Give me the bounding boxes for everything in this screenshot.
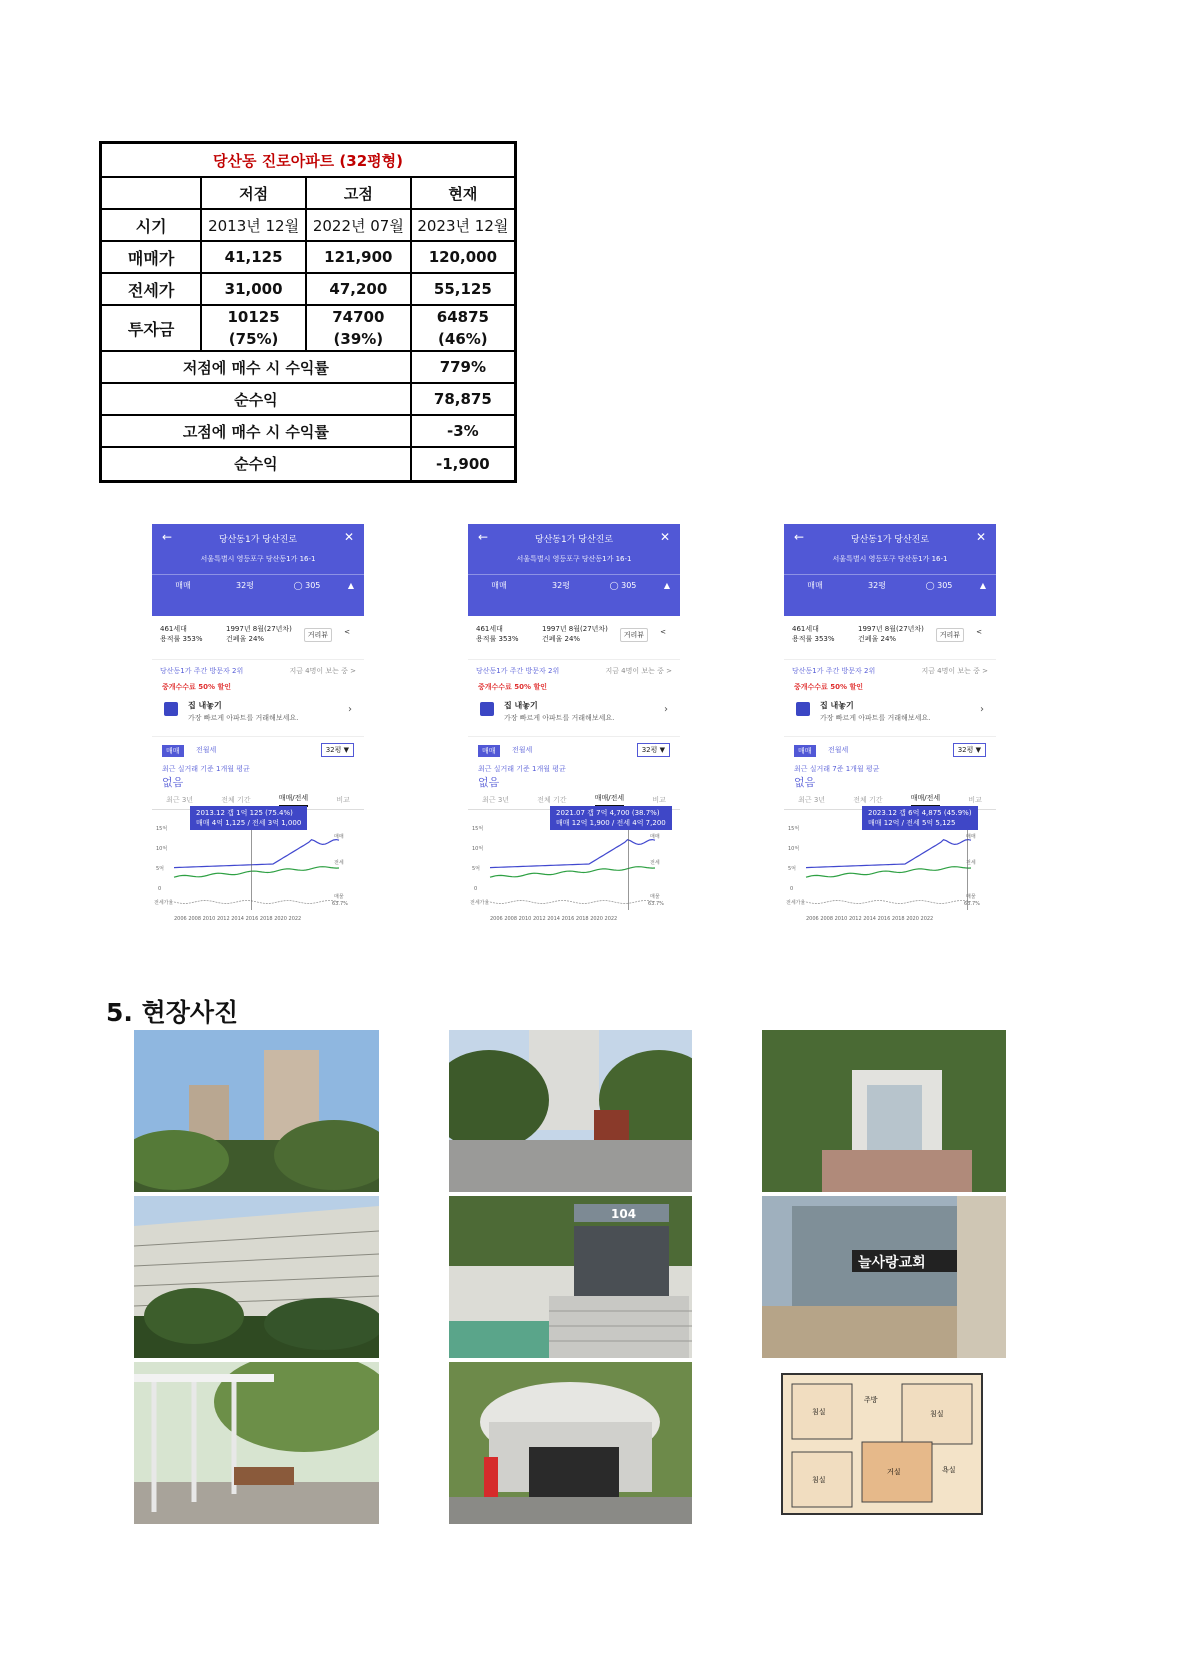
y-tick-15: 15억	[472, 826, 484, 832]
recent-average-value: 없음	[478, 776, 500, 789]
jeonse-price-line	[174, 867, 339, 878]
y-tick-15: 15억	[156, 826, 168, 832]
price-chart-svg	[784, 814, 996, 954]
sale-price-line	[174, 840, 339, 868]
x-axis-years: 2006 2008 2010 2012 2014 2016 2018 2020 2022	[806, 916, 934, 922]
header-current: 현재	[411, 177, 516, 209]
list-house-banner[interactable]	[468, 692, 680, 737]
tooltip-prices: 매매 12억 / 전세 5억 5,125	[868, 819, 956, 827]
summary-table	[99, 141, 517, 483]
building-number-sign: 104	[611, 1207, 637, 1221]
bell-icon[interactable]: ▲	[663, 580, 671, 590]
legend-sale: 매매	[966, 834, 976, 840]
viewers-now-link[interactable]: 지금 4명이 보는 중 >	[605, 667, 672, 675]
complex-name: 당산동1가 당산진로	[534, 535, 614, 545]
tab-compare[interactable]: 비교	[968, 796, 982, 804]
photo-church-building	[762, 1196, 1006, 1358]
phone-screenshot-2	[468, 524, 680, 954]
phone-screenshot-3	[784, 524, 996, 954]
complex-address: 서울특별시 영등포구 당산동1가 16-1	[832, 555, 948, 563]
legend-listing: 매물	[966, 894, 976, 900]
invest-high-ratio: (39%)	[333, 330, 384, 348]
house-icon	[164, 702, 178, 716]
coverage-ratio: 건폐율 24%	[858, 635, 897, 643]
close-icon[interactable]: ✕	[343, 530, 354, 544]
tooltip-gap: 2013.12 갭 1억 125 (75.4%)	[196, 809, 293, 817]
list-house-banner[interactable]	[784, 692, 996, 737]
complex-info	[784, 616, 996, 660]
visitor-rank-text: 당산동1가 주간 방문자 2위	[476, 667, 560, 675]
list-house-subtitle: 가장 빠르게 아파트를 거래해보세요.	[188, 714, 299, 722]
recent-average-label: 최근 실거래 7준 1개월 평균	[794, 765, 880, 773]
size-select[interactable]: 32평	[868, 580, 886, 590]
jeonse-rate-line	[174, 901, 339, 904]
viewers-now-link[interactable]: 지금 4명이 보는 중 >	[921, 667, 988, 675]
rate-value: 63.7%	[332, 901, 348, 907]
floor-area-ratio: 용적률 353%	[476, 635, 519, 643]
room-label-1: 침실	[812, 1408, 826, 1416]
room-label-2: 침실	[930, 1410, 944, 1418]
room-label-5: 주방	[864, 1396, 878, 1404]
complex-address: 서울특별시 영등포구 당산동1가 16-1	[516, 555, 632, 563]
tooltip-gap: 2023.12 갭 6억 4,875 (45.9%)	[868, 809, 972, 817]
invest-current	[411, 305, 516, 351]
visitor-rank	[784, 660, 996, 682]
complex-address: 서울특별시 영등포구 당산동1가 16-1	[200, 555, 316, 563]
rate-label: 전세가율	[154, 900, 174, 906]
photo-apartment-towers	[134, 1030, 379, 1192]
fee-discount-badge: 중개수수료 50% 할인	[162, 683, 231, 691]
tab-recent-3y[interactable]: 최근 3년	[798, 796, 826, 804]
tab-sale-jeonse[interactable]: 매매/전세	[279, 793, 308, 807]
y-tick-5: 5억	[788, 866, 797, 872]
list-house-title: 집 내놓기	[504, 701, 538, 710]
y-tick-0: 0	[158, 886, 162, 892]
deal-type-select[interactable]: 매매	[175, 580, 191, 590]
recent-average-value: 없음	[162, 776, 184, 789]
households: 461세대	[792, 625, 819, 633]
jeonse-low: 31,000	[201, 273, 306, 305]
room-label-3: 침실	[812, 1476, 826, 1484]
y-tick-15: 15억	[788, 826, 800, 832]
street-view-button[interactable]: 거리뷰	[620, 628, 648, 642]
invest-high	[306, 305, 411, 351]
legend-listing: 매물	[334, 894, 344, 900]
house-icon	[480, 702, 494, 716]
back-arrow-icon[interactable]: ←	[478, 530, 489, 544]
empty-corner-cell	[101, 177, 202, 209]
tab-rent[interactable]: 전월세	[828, 746, 849, 754]
jeonse-high: 47,200	[306, 273, 411, 305]
tab-all-period[interactable]: 전체 기간	[537, 796, 567, 804]
high-profit-label: 순수익	[101, 447, 411, 481]
visitor-rank-text: 당산동1가 주간 방문자 2위	[160, 667, 244, 675]
built-year: 1997년 8월(27년차)	[858, 625, 924, 633]
sale-current: 120,000	[411, 241, 516, 273]
share-icon[interactable]: <	[660, 628, 666, 636]
chart-tooltip	[862, 806, 978, 830]
tooltip-prices: 매매 4억 1,125 / 전세 3억 1,000	[196, 819, 302, 827]
invest-low-amount: 10125	[227, 308, 280, 326]
size-dropdown[interactable]: 32평 ▼	[953, 743, 986, 757]
back-arrow-icon[interactable]: ←	[794, 530, 805, 544]
size-dropdown[interactable]: 32평 ▼	[637, 743, 670, 757]
tab-sale[interactable]: 매매	[478, 745, 500, 757]
complex-info	[468, 616, 680, 660]
list-house-title: 집 내놓기	[820, 701, 854, 710]
comment-count: 305	[937, 580, 953, 590]
phone-header	[784, 524, 996, 616]
jeonse-current: 55,125	[411, 273, 516, 305]
church-sign: 늘사랑교회	[858, 1255, 926, 1271]
chart-tooltip	[190, 806, 307, 830]
built-year: 1997년 8월(27년차)	[542, 625, 608, 633]
phone-header	[468, 524, 680, 616]
sale-label: 매매가	[101, 241, 202, 273]
section-title: 5. 현장사진	[106, 998, 239, 1027]
floor-area-ratio: 용적률 353%	[160, 635, 203, 643]
legend-jeonse: 전세	[650, 860, 660, 866]
street-view-button[interactable]: 거리뷰	[936, 628, 964, 642]
photo-complex-entrance-road	[449, 1030, 692, 1192]
period-label: 시기	[101, 209, 202, 241]
header-low: 저점	[201, 177, 306, 209]
tab-rent[interactable]: 전월세	[196, 746, 217, 754]
low-profit-value: 78,875	[411, 383, 516, 415]
legend-sale: 매매	[334, 834, 344, 840]
invest-current-amount: 64875	[436, 308, 489, 326]
y-tick-5: 5억	[472, 866, 481, 872]
jeonse-price-line	[806, 867, 971, 878]
comments-button[interactable]: ◯ 305	[609, 580, 637, 590]
share-icon[interactable]: <	[344, 628, 350, 636]
comment-count: 305	[621, 580, 637, 590]
comments-button[interactable]: ◯ 305	[293, 580, 321, 590]
sale-high: 121,900	[306, 241, 411, 273]
deal-tabs	[468, 737, 680, 763]
photo-floor-plan	[762, 1362, 1006, 1524]
tooltip-gap: 2021.07 갭 7억 4,700 (38.7%)	[556, 809, 660, 817]
tab-all-period[interactable]: 전체 기간	[221, 796, 251, 804]
tab-compare[interactable]: 비교	[652, 796, 666, 804]
rate-label: 전세가율	[470, 900, 490, 906]
price-chart[interactable]	[468, 809, 680, 954]
share-icon[interactable]: <	[976, 628, 982, 636]
jeonse-rate-line	[490, 901, 655, 904]
sale-price-line	[490, 840, 655, 868]
period-high: 2022년 07월	[306, 209, 411, 241]
tab-all-period[interactable]: 전체 기간	[853, 796, 883, 804]
price-chart-svg	[468, 814, 680, 954]
legend-sale: 매매	[650, 834, 660, 840]
tab-rent[interactable]: 전월세	[512, 746, 533, 754]
invest-current-ratio: (46%)	[438, 330, 488, 348]
x-axis-years: 2006 2008 2010 2012 2014 2016 2018 2020 2022	[490, 916, 618, 922]
table-title: 당산동 진로아파트 (32평형)	[101, 143, 516, 178]
visitor-rank	[468, 660, 680, 682]
invest-low	[201, 305, 306, 351]
header-high: 고점	[306, 177, 411, 209]
tab-compare[interactable]: 비교	[336, 796, 350, 804]
high-profit-value: -1,900	[411, 447, 516, 481]
chart-tooltip	[550, 806, 672, 830]
jeonse-rate-line	[806, 901, 971, 904]
period-low: 2013년 12월	[201, 209, 306, 241]
size-dropdown[interactable]: 32평 ▼	[321, 743, 354, 757]
house-icon	[796, 702, 810, 716]
filter-bar	[468, 574, 680, 595]
jeonse-price-line	[490, 867, 655, 878]
price-chart[interactable]	[152, 809, 364, 954]
fee-discount-badge: 중개수수료 50% 할인	[794, 683, 863, 691]
chevron-right-icon: ›	[348, 704, 352, 715]
invest-label: 투자금	[101, 305, 202, 351]
list-house-banner[interactable]	[152, 692, 364, 737]
tab-sale-jeonse[interactable]: 매매/전세	[595, 793, 624, 807]
list-house-subtitle: 가장 빠르게 아파트를 거래해보세요.	[504, 714, 615, 722]
y-tick-5: 5억	[156, 866, 165, 872]
invest-low-ratio: (75%)	[228, 330, 279, 348]
coverage-ratio: 건폐율 24%	[226, 635, 265, 643]
high-return-value: -3%	[411, 415, 516, 447]
close-icon[interactable]: ✕	[659, 530, 670, 544]
close-icon[interactable]: ✕	[975, 530, 986, 544]
visitor-rank-text: 당산동1가 주간 방문자 2위	[792, 667, 876, 675]
list-house-title: 집 내놓기	[188, 701, 222, 710]
legend-jeonse: 전세	[334, 860, 344, 866]
invest-high-amount: 74700	[332, 308, 385, 326]
chevron-right-icon: ›	[980, 704, 984, 715]
room-label-6: 욕실	[942, 1466, 956, 1474]
street-view-button[interactable]: 거리뷰	[304, 628, 332, 642]
rate-value: 63.7%	[648, 901, 664, 907]
x-axis-years: 2006 2008 2010 2012 2014 2016 2018 2020 2022	[174, 916, 302, 922]
fee-discount-badge: 중개수수료 50% 할인	[478, 683, 547, 691]
phone-header	[152, 524, 364, 616]
comment-count: 305	[305, 580, 321, 590]
y-tick-10: 10억	[788, 846, 800, 852]
tab-recent-3y[interactable]: 최근 3년	[482, 796, 510, 804]
photo-lobby-door	[762, 1030, 1006, 1192]
high-return-label: 고점에 매수 시 수익률	[101, 415, 411, 447]
complex-info	[152, 616, 364, 660]
viewers-now-link[interactable]: 지금 4명이 보는 중 >	[289, 667, 356, 675]
recent-average-value: 없음	[794, 776, 816, 789]
coverage-ratio: 건폐율 24%	[542, 635, 581, 643]
size-select[interactable]: 32평	[552, 580, 570, 590]
comments-button[interactable]: ◯ 305	[925, 580, 953, 590]
photo-building-104-entrance	[449, 1196, 692, 1358]
phone-screenshot-1	[152, 524, 364, 954]
recent-average-label: 최근 실거래 기준 1개월 평균	[162, 765, 250, 773]
y-tick-0: 0	[474, 886, 478, 892]
filter-bar	[784, 574, 996, 595]
rate-label: 전세가율	[786, 900, 806, 906]
price-chart-svg	[152, 814, 364, 954]
deal-type-select[interactable]: 매매	[491, 580, 507, 590]
photo-pergola-walkway	[134, 1362, 379, 1524]
y-tick-10: 10억	[156, 846, 168, 852]
deal-tabs	[784, 737, 996, 763]
complex-name: 당산동1가 당산진로	[850, 535, 930, 545]
deal-type-select[interactable]: 매매	[807, 580, 823, 590]
period-current: 2023년 12월	[411, 209, 516, 241]
jeonse-label: 전세가	[101, 273, 202, 305]
tab-sale[interactable]: 매매	[794, 745, 816, 757]
households: 461세대	[476, 625, 503, 633]
rate-value: 63.7%	[964, 901, 980, 907]
tab-recent-3y[interactable]: 최근 3년	[166, 796, 194, 804]
tab-sale[interactable]: 매매	[162, 745, 184, 757]
built-year: 1997년 8월(27년차)	[226, 625, 292, 633]
tooltip-prices: 매매 12억 1,900 / 전세 4억 7,200	[556, 819, 666, 827]
photo-apartment-facade	[134, 1196, 379, 1358]
legend-listing: 매물	[650, 894, 660, 900]
low-return-value: 779%	[411, 351, 516, 383]
recent-average-label: 최근 실거래 기준 1개월 평균	[478, 765, 566, 773]
legend-jeonse: 전세	[966, 860, 976, 866]
complex-name: 당산동1가 당산진로	[218, 535, 298, 545]
photo-parking-entrance	[449, 1362, 692, 1524]
back-arrow-icon[interactable]: ←	[162, 530, 173, 544]
sale-price-line	[806, 840, 971, 868]
bell-icon[interactable]: ▲	[347, 580, 355, 590]
chevron-right-icon: ›	[664, 704, 668, 715]
deal-tabs	[152, 737, 364, 763]
list-house-subtitle: 가장 빠르게 아파트를 거래해보세요.	[820, 714, 931, 722]
bell-icon[interactable]: ▲	[979, 580, 987, 590]
room-label-4: 거실	[887, 1468, 901, 1476]
sale-low: 41,125	[201, 241, 306, 273]
price-chart[interactable]	[784, 809, 996, 954]
households: 461세대	[160, 625, 187, 633]
visitor-rank	[152, 660, 364, 682]
filter-bar	[152, 574, 364, 595]
y-tick-10: 10억	[472, 846, 484, 852]
low-return-label: 저점에 매수 시 수익률	[101, 351, 411, 383]
low-profit-label: 순수익	[101, 383, 411, 415]
size-select[interactable]: 32평	[236, 580, 254, 590]
tab-sale-jeonse[interactable]: 매매/전세	[911, 793, 940, 807]
floor-area-ratio: 용적률 353%	[792, 635, 835, 643]
y-tick-0: 0	[790, 886, 794, 892]
